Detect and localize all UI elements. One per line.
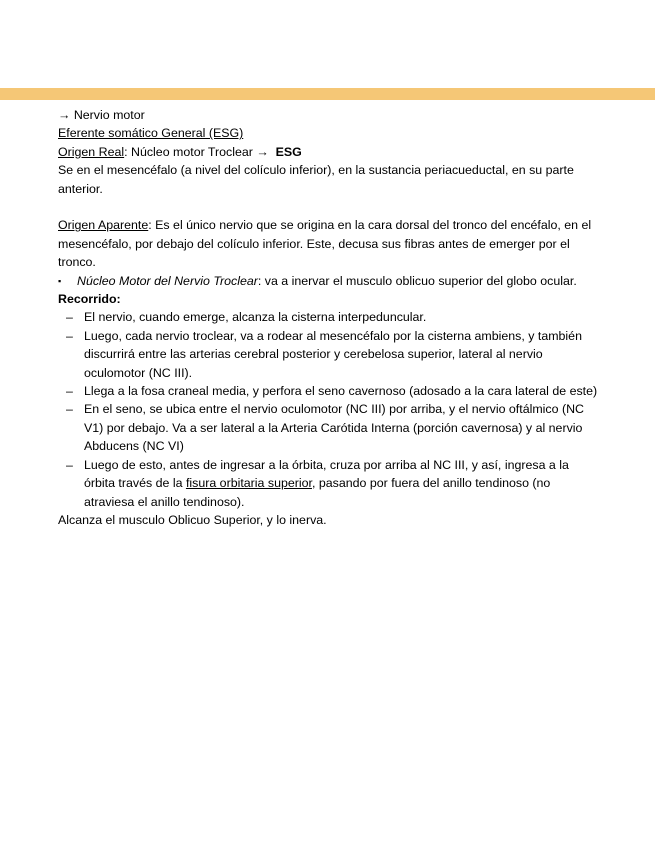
list-item-text: El nervio, cuando emerge, alcanza la cisterna interpeduncular. bbox=[84, 310, 427, 325]
list-item-text-before: Luego de esto, antes de ingresar a la órbita, cruza por arriba al NC III, y así, ingresa a la órbita través de la bbox=[84, 457, 569, 491]
fiber-type-text: Eferente somático General (ESG) bbox=[58, 126, 244, 141]
list-item bbox=[58, 456, 603, 511]
dash-icon: – bbox=[66, 384, 73, 399]
origen-aparente-label: Origen Aparente bbox=[58, 218, 149, 233]
recorrido-heading: Recorrido: bbox=[58, 292, 121, 307]
origen-real-line bbox=[58, 143, 603, 161]
closing-line: Alcanza el musculo Oblicuo Superior, y lo inerva. bbox=[58, 512, 327, 527]
origen-real-text: Núcleo motor Troclear bbox=[127, 144, 257, 159]
origen-aparente-paragraph bbox=[58, 216, 603, 271]
paragraph-gap bbox=[58, 198, 603, 216]
origen-real-description: Se en el mesencéfalo (a nivel del colículo inferior), en la sustancia periacueductal, en su parte anterior. bbox=[58, 163, 574, 196]
origen-aparente-text: Es el único nervio que se origina en la cara dorsal del tronco del encéfalo, en el mesencéfalo, por debajo del colículo inferior. Este, decusa sus fibras antes de emerger por el tronco. bbox=[58, 218, 592, 270]
nucleus-name: Núcleo Motor del Nervio Troclear bbox=[77, 273, 258, 288]
list-item bbox=[58, 382, 603, 400]
list-item bbox=[58, 400, 603, 455]
origen-real-label: Origen Real bbox=[58, 144, 125, 159]
fisura-orbitaria-term: fisura orbitaria superior bbox=[185, 476, 312, 491]
list-item-text bbox=[84, 456, 603, 511]
dash-icon: – bbox=[66, 457, 73, 472]
list-item-text: En el seno, se ubica entre el nervio oculomotor (NC III) por arriba, y el nervio oftálmico (NC V1) por debajo. Va a ser lateral a la Arteria Carótida Interna (porción cavernosa) y al nervio Abducens (NC VI) bbox=[84, 402, 584, 454]
nucleus-description: : va a inervar el musculo oblicuo superior del globo ocular. bbox=[257, 273, 577, 288]
nerve-type-line bbox=[58, 106, 603, 124]
list-item-text: Luego, cada nervio troclear, va a rodear al mesencéfalo por la cisterna ambiens, y también discurrirá entre las arterias cerebral posterior y cerebelosa superior, lateral al nervio oculomotor (NC III). bbox=[84, 328, 582, 380]
dash-icon: – bbox=[66, 328, 73, 343]
fiber-type-line bbox=[58, 124, 603, 142]
nucleus-bullet bbox=[58, 272, 603, 290]
bullet-icon: ▪ bbox=[58, 275, 62, 286]
list-item-text: Llega a la fosa craneal media, y perfora el seno cavernoso (adosado a la cara lateral de este) bbox=[84, 384, 598, 399]
list-item-text-after: , pasando por fuera del anillo tendinoso (no atraviesa el anillo tendinoso). bbox=[84, 476, 551, 509]
nerve-type-text: Nervio motor bbox=[70, 108, 145, 122]
origen-aparente-colon: : bbox=[148, 218, 152, 233]
recorrido-list bbox=[58, 308, 603, 510]
document-body bbox=[58, 106, 603, 529]
nucleus-bullet-text bbox=[77, 272, 603, 290]
dash-icon: – bbox=[66, 402, 73, 417]
arrow-icon: → bbox=[58, 108, 71, 122]
dash-icon: – bbox=[66, 310, 73, 325]
arrow-icon: → bbox=[256, 144, 269, 159]
list-item bbox=[58, 308, 603, 326]
origen-real-bold: ESG bbox=[275, 144, 302, 159]
list-item bbox=[58, 327, 603, 382]
origen-real-colon: : bbox=[124, 144, 128, 159]
header-band bbox=[0, 88, 655, 100]
